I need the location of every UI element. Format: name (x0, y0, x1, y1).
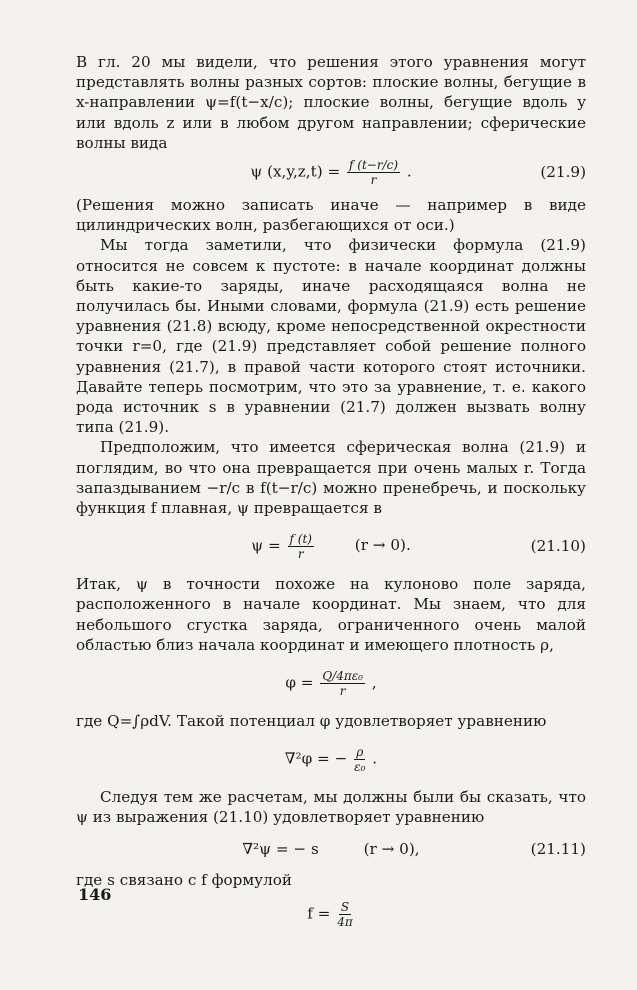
eq3-numerator: Q/4πε₀ (322, 668, 363, 683)
eq6-numerator: S (340, 900, 350, 915)
eq4-denominator: ε₀ (354, 759, 366, 774)
eq2-fraction (288, 532, 314, 561)
paragraph-3: Мы тогда заметили, что физически формула (21.9) относится не совсем к пустоте: в начале координат должны быть какие-то заряды, иначе расходящаяся волна не получилась бы. Иными словами, формула (21.9) есть решение уравнения (21.8) всюду, кроме непосредственной окрестности точки r=0, где (21.9) представляет собой решение полного уравнения (21.7), в правой части которого стоят источники. Давайте теперь посмотрим, что это за уравнение, т. е. какого рода источник s в уравнении (21.7) должен вызвать волну типа (21.9). (76, 236, 586, 437)
eq1-number: (21.9) (540, 162, 586, 181)
eq2-lhs: ψ = (251, 536, 281, 555)
equation-laplace-phi (76, 731, 586, 787)
eq4-tail: . (372, 749, 378, 768)
eq4-fraction (354, 745, 365, 774)
eq6-denominator: 4π (337, 915, 353, 930)
eq2-numerator: f (t) (289, 531, 312, 546)
eq2-denominator: r (297, 546, 304, 561)
eq1-fraction (347, 158, 400, 187)
eq6-lhs: f = (307, 904, 331, 923)
equation-21-9 (76, 153, 586, 191)
paragraph-6: где Q=∫ρdV. Такой потенциал φ удовлетворяет уравнению (76, 712, 547, 731)
eq5-condition: (r → 0), (363, 839, 420, 858)
page-text (76, 52, 586, 940)
equation-21-11 (76, 828, 586, 870)
eq5-body: ∇²ψ = − s (242, 839, 319, 858)
paragraph-5: Итак, ψ в точности похоже на кулоново поле заряда, расположенного в начале координат. Мы знаем, что для небольшого сгустка заряда, ограниченного очень малой областью близ начала координат и имеющего плотность ρ, (76, 575, 586, 654)
equation-f (76, 890, 586, 940)
eq3-denominator: r (339, 683, 346, 698)
paragraph-2: (Решения можно записать иначе — например в виде цилиндрических волн, разбегающихся от оси.) (76, 196, 586, 235)
eq1-lhs: ψ (x,y,z,t) = (250, 162, 341, 181)
equation-phi (76, 655, 586, 711)
page-number: 146 (78, 885, 112, 904)
eq1-denominator: r (370, 172, 377, 187)
eq1-tail: . (406, 162, 412, 181)
equation-21-10 (76, 518, 586, 574)
eq3-tail: , (371, 673, 377, 692)
paragraph-8: где s связано с f формулой (76, 870, 293, 889)
eq1-numerator: f (t−r/c) (349, 157, 399, 172)
eq4-numerator: ρ (356, 744, 364, 759)
eq4-lhs: ∇²φ = − (284, 749, 348, 768)
eq3-lhs: φ = (285, 673, 314, 692)
eq5-number: (21.11) (530, 839, 586, 858)
eq6-fraction (337, 900, 353, 929)
eq2-number: (21.10) (530, 537, 586, 556)
paragraph-1: В гл. 20 мы видели, что решения этого уравнения могут представлять волны разных сортов: плоские волны, бегущие в x-направлении ψ=f(t−x/c); плоские волны, бегущие вдоль y или вдоль z или в любом другом направлении; сферические волны вида (76, 53, 586, 152)
paragraph-4: Предположим, что имеется сферическая волна (21.9) и поглядим, во что она превращается при очень малых r. Тогда запаздыванием −r/c в f(t−r/c) можно пренебречь, и поскольку функция f плавная, ψ превращается в (76, 438, 586, 518)
eq3-fraction (320, 669, 365, 698)
paragraph-7: Следуя тем же расчетам, мы должны были бы сказать, что ψ из выражения (21.10) удовлетворяет уравнению (76, 788, 586, 827)
eq2-condition: (r → 0). (354, 536, 411, 555)
